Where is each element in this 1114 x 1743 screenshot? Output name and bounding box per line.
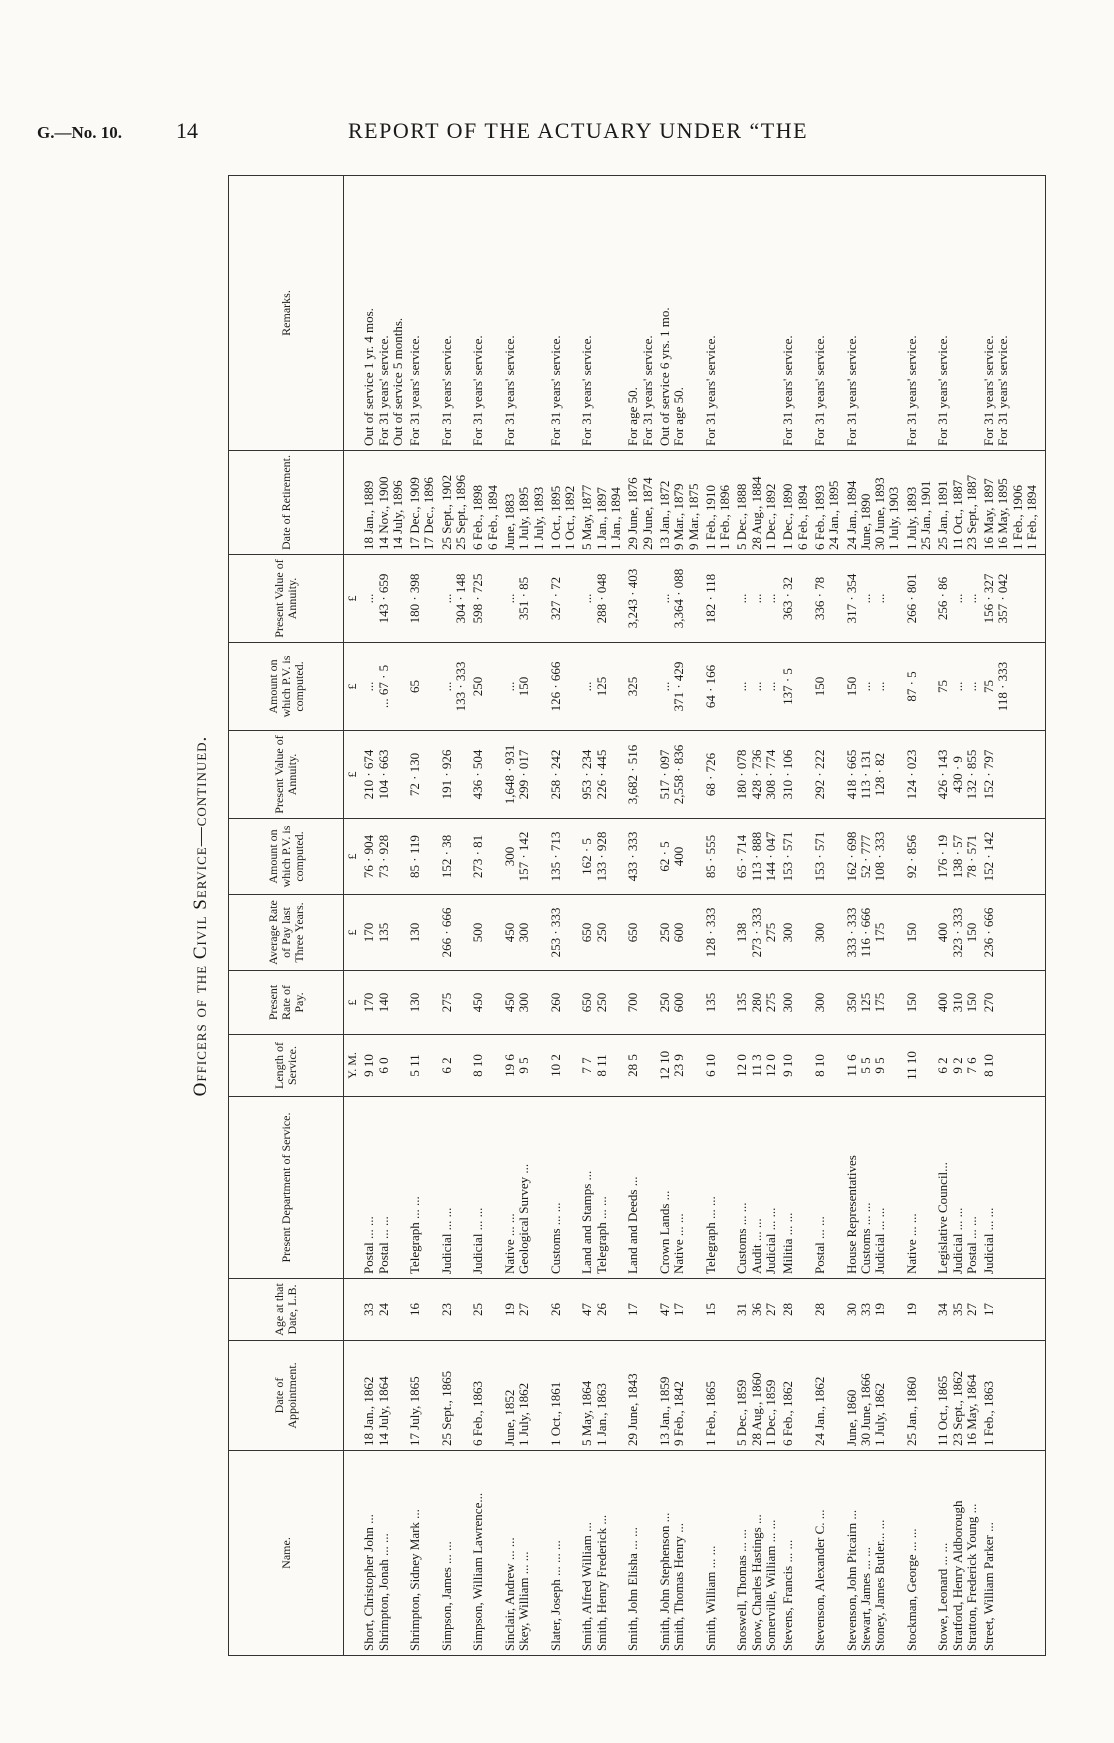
- cell-value-1: 68 · 726: [701, 731, 733, 819]
- col-header-value-2: Present Value of Annuity.: [229, 555, 344, 643]
- cell-amount-2: 75 ... ...: [933, 643, 979, 731]
- cell-rate: 270: [979, 971, 1046, 1035]
- cell-amount-1: 62 · 5 400: [655, 819, 701, 895]
- cell-department: Militia ... ...: [778, 1097, 810, 1279]
- cell-amount-2: 126 · 666: [546, 643, 578, 731]
- cell-average: 250 600: [655, 895, 701, 971]
- cell-rate: 650 250: [577, 971, 623, 1035]
- cell-amount-1: 85 · 555: [701, 819, 733, 895]
- cell-average: 400 323 · 333 150: [933, 895, 979, 971]
- cell-name: Smith, John Stephenson ... Smith, Thomas Henry ...: [655, 1451, 701, 1656]
- cell-length: 6 2: [437, 1035, 469, 1097]
- cell-amount-2: 325: [623, 643, 655, 731]
- cell-department: Judicial ... ...: [468, 1097, 500, 1279]
- cell-rate: 275: [437, 971, 469, 1035]
- cell-remarks: For 31 years' service.: [701, 176, 733, 451]
- cell-name: Stevens, Francis ... ...: [778, 1451, 810, 1656]
- col-header-length: Length of Service.: [229, 1035, 344, 1097]
- cell-age: 23: [437, 1279, 469, 1341]
- table-row: [359, 176, 405, 1656]
- table-row: [500, 176, 546, 1656]
- cell-retirement: June, 1883 1 July, 1895 1 July, 1893: [500, 451, 546, 555]
- cell-age: 17: [979, 1279, 1046, 1341]
- table-row: [468, 176, 500, 1656]
- cell-appointment: 5 Dec., 1859 28 Aug., 1860 1 Dec., 1859: [732, 1341, 778, 1451]
- cell-amount-2: ... 125: [577, 643, 623, 731]
- cell-retirement: 16 May, 1897 16 May, 1895 1 Feb., 1906 1 Feb., 1894: [979, 451, 1046, 555]
- col-header-remarks: Remarks.: [229, 176, 344, 451]
- cell-value-1: 191 · 926: [437, 731, 469, 819]
- cell-appointment: 13 Jan., 1859 9 Feb., 1842: [655, 1341, 701, 1451]
- cell-name: Stockman, George ... ...: [902, 1451, 934, 1656]
- cell-value-1: 72 · 130: [405, 731, 437, 819]
- cell-amount-1: 433 · 333: [623, 819, 655, 895]
- cell-appointment: 11 Oct., 1865 23 Sept., 1862 16 May, 1864: [933, 1341, 979, 1451]
- cell-average: 450 300: [500, 895, 546, 971]
- cell-amount-1: 65 · 714 113 · 888 144 · 047: [732, 819, 778, 895]
- rotated-table-page: [190, 176, 1040, 1656]
- cell-amount-2: 65: [405, 643, 437, 731]
- table-row: [842, 176, 902, 1656]
- cell-length: 5 11: [405, 1035, 437, 1097]
- cell-name: Smith, William ... ...: [701, 1451, 733, 1656]
- cell-age: 28: [778, 1279, 810, 1341]
- col-header-appointment: Date of Appointment.: [229, 1341, 344, 1451]
- cell-value-1: 210 · 674 104 · 663: [359, 731, 405, 819]
- cell-retirement: 25 Jan., 1891 11 Oct., 1887 23 Sept., 1887: [933, 451, 979, 555]
- cell-appointment: 25 Sept., 1865: [437, 1341, 469, 1451]
- cell-age: 25: [468, 1279, 500, 1341]
- header-row: [229, 176, 344, 1656]
- cell-value-2: ... ... ...: [732, 555, 778, 643]
- cell-appointment: 5 May, 1864 1 Jan., 1863: [577, 1341, 623, 1451]
- col-header-value-1: Present Value of Annuity.: [229, 731, 344, 819]
- cell-department: Postal ... ... Postal ... ...: [359, 1097, 405, 1279]
- cell-average: 128 · 333: [701, 895, 733, 971]
- cell-department: Customs ... ...: [546, 1097, 578, 1279]
- cell-department: Postal ... ...: [810, 1097, 842, 1279]
- cell-name: Stevenson, John Pitcairn ... Stewart, James ... ... Stoney, James Butler... ...: [842, 1451, 902, 1656]
- cell-department: Telegraph ... ...: [405, 1097, 437, 1279]
- cell-average: 138 273 · 333 275: [732, 895, 778, 971]
- cell-amount-2: 75 118 · 333: [979, 643, 1046, 731]
- cell-department: Legislative Council... Judicial ... ... Postal ... ...: [933, 1097, 979, 1279]
- cell-value-2: 598 · 725: [468, 555, 500, 643]
- cell-age: 17: [623, 1279, 655, 1341]
- cell-rate: 300: [810, 971, 842, 1035]
- col-header-average: Average Rate of Pay last Three Years.: [229, 895, 344, 971]
- cell-average: 650 250: [577, 895, 623, 971]
- cell-retirement: 1 Dec., 1890 6 Feb., 1894: [778, 451, 810, 555]
- cell-value-2: 156 · 327 357 · 042: [979, 555, 1046, 643]
- civil-service-table: [228, 175, 1046, 1656]
- cell-amount-1: 152 · 142: [979, 819, 1046, 895]
- cell-name: Stowe, Leonard ... ... Stratford, Henry Aldborough Stratton, Frederick Young ...: [933, 1451, 979, 1656]
- cell-value-1: 436 · 504: [468, 731, 500, 819]
- cell-department: Judicial ... ...: [437, 1097, 469, 1279]
- cell-department: Judicial ... ...: [979, 1097, 1046, 1279]
- cell-remarks: For 31 years' service.: [546, 176, 578, 451]
- cell-average: 130: [405, 895, 437, 971]
- cell-value-2: 180 · 398: [405, 555, 437, 643]
- unit-cell: [344, 1451, 360, 1656]
- cell-length: 7 7 8 11: [577, 1035, 623, 1097]
- cell-appointment: 6 Feb., 1862: [778, 1341, 810, 1451]
- cell-department: Native ... ... Geological Survey ...: [500, 1097, 546, 1279]
- unit-cell: £: [344, 643, 360, 731]
- cell-average: 266 · 666: [437, 895, 469, 971]
- cell-length: 8 10: [468, 1035, 500, 1097]
- cell-name: Shrimpton, Sidney Mark ...: [405, 1451, 437, 1656]
- cell-appointment: June, 1852 1 July, 1862: [500, 1341, 546, 1451]
- cell-rate: 250 600: [655, 971, 701, 1035]
- cell-remarks: For 31 years' service.: [778, 176, 810, 451]
- cell-appointment: 18 Jan., 1862 14 July, 1864: [359, 1341, 405, 1451]
- table-body: [344, 176, 1046, 1656]
- cell-appointment: 17 July, 1865: [405, 1341, 437, 1451]
- cell-value-2: 256 · 86 ... ...: [933, 555, 979, 643]
- cell-value-2: 336 · 78: [810, 555, 842, 643]
- unit-cell: £: [344, 555, 360, 643]
- cell-retirement: 1 Oct., 1895 1 Oct., 1892: [546, 451, 578, 555]
- cell-average: 253 · 333: [546, 895, 578, 971]
- cell-appointment: 29 June, 1843: [623, 1341, 655, 1451]
- cell-length: 10 2: [546, 1035, 578, 1097]
- table-row: [732, 176, 778, 1656]
- cell-remarks: For 31 years' service.: [405, 176, 437, 451]
- cell-amount-2: 150: [810, 643, 842, 731]
- page-number: 14: [176, 118, 198, 143]
- cell-length: 6 10: [701, 1035, 733, 1097]
- cell-rate: 130: [405, 971, 437, 1035]
- document-code: G.—No. 10.: [37, 123, 122, 142]
- cell-appointment: 25 Jan., 1860: [902, 1341, 934, 1451]
- cell-amount-2: 250: [468, 643, 500, 731]
- cell-amount-2: 87 · 5: [902, 643, 934, 731]
- col-header-department: Present Department of Service.: [229, 1097, 344, 1279]
- cell-retirement: 1 July, 1893 25 Jan., 1901: [902, 451, 934, 555]
- cell-remarks: For 31 years' service.: [500, 176, 546, 451]
- cell-value-2: 182 · 118: [701, 555, 733, 643]
- cell-value-2: 266 · 801: [902, 555, 934, 643]
- cell-remarks: For 31 years' service.: [842, 176, 902, 451]
- cell-amount-2: 64 · 166: [701, 643, 733, 731]
- cell-retirement: 24 Jan., 1894 June, 1890 30 June, 1893 1 July, 1903: [842, 451, 902, 555]
- cell-amount-2: ... 371 · 429: [655, 643, 701, 731]
- cell-age: 26: [546, 1279, 578, 1341]
- cell-age: 31 36 27: [732, 1279, 778, 1341]
- cell-remarks: For 31 years' service.: [933, 176, 979, 451]
- cell-remarks: Out of service 6 yrs. 1 mo. For age 50.: [655, 176, 701, 451]
- cell-length: 19 6 9 5: [500, 1035, 546, 1097]
- cell-age: 16: [405, 1279, 437, 1341]
- table-row: [810, 176, 842, 1656]
- cell-amount-1: 162 · 698 52 · 777 108 · 333: [842, 819, 902, 895]
- cell-rate: 135: [701, 971, 733, 1035]
- cell-remarks: For 31 years' service.: [810, 176, 842, 451]
- cell-value-1: 124 · 023: [902, 731, 934, 819]
- table-row: [778, 176, 810, 1656]
- cell-appointment: 1 Feb., 1865: [701, 1341, 733, 1451]
- cell-rate: 350 125 175: [842, 971, 902, 1035]
- cell-length: 8 10: [979, 1035, 1046, 1097]
- col-header-amount-2: Amount on which P.V. is computed.: [229, 643, 344, 731]
- cell-age: 28: [810, 1279, 842, 1341]
- cell-amount-2: 150 ... ...: [842, 643, 902, 731]
- cell-remarks: Out of service 1 yr. 4 mos. For 31 years' service. Out of service 5 months.: [359, 176, 405, 451]
- table-caption: Officers of the Civil Service—continued.: [190, 735, 211, 1097]
- cell-appointment: 1 Feb., 1863: [979, 1341, 1046, 1451]
- cell-age: 47 26: [577, 1279, 623, 1341]
- cell-retirement: 25 Sept., 1902 25 Sept., 1896: [437, 451, 469, 555]
- cell-average: 300: [810, 895, 842, 971]
- cell-name: Sinclair, Andrew ... ... Skey, William ... ...: [500, 1451, 546, 1656]
- col-header-retirement: Date of Retirement.: [229, 451, 344, 555]
- cell-value-1: 152 · 797: [979, 731, 1046, 819]
- table-row: [655, 176, 701, 1656]
- cell-rate: 260: [546, 971, 578, 1035]
- cell-department: Land and Deeds ...: [623, 1097, 655, 1279]
- cell-retirement: 6 Feb., 1893 24 Jan., 1895: [810, 451, 842, 555]
- unit-cell: £: [344, 731, 360, 819]
- cell-retirement: 29 June, 1876 29 June, 1874: [623, 451, 655, 555]
- cell-amount-1: 162 · 5 133 · 928: [577, 819, 623, 895]
- table-row: [405, 176, 437, 1656]
- cell-length: 28 5: [623, 1035, 655, 1097]
- cell-value-1: 292 · 222: [810, 731, 842, 819]
- cell-length: 11 10: [902, 1035, 934, 1097]
- page-title: REPORT OF THE ACTUARY UNDER “THE: [348, 118, 809, 143]
- unit-cell: £: [344, 971, 360, 1035]
- cell-value-2: 363 · 32: [778, 555, 810, 643]
- cell-name: Simpson, James ... ...: [437, 1451, 469, 1656]
- unit-cell: £: [344, 819, 360, 895]
- unit-cell: [344, 451, 360, 555]
- table-row: [623, 176, 655, 1656]
- cell-name: Snoswell, Thomas ... ... Snow, Charles Hastings ... Somerville, William ... ...: [732, 1451, 778, 1656]
- cell-average: 333 · 333 116 · 666 175: [842, 895, 902, 971]
- table-row: [437, 176, 469, 1656]
- cell-age: 19 27: [500, 1279, 546, 1341]
- cell-remarks: For 31 years' service.: [437, 176, 469, 451]
- cell-average: 500: [468, 895, 500, 971]
- cell-amount-1: 300 157 · 142: [500, 819, 546, 895]
- cell-value-1: 310 · 106: [778, 731, 810, 819]
- unit-cell: [344, 1279, 360, 1341]
- cell-average: 236 · 666: [979, 895, 1046, 971]
- cell-value-2: ... 143 · 659: [359, 555, 405, 643]
- cell-appointment: June, 1860 30 June, 1866 1 July, 1862: [842, 1341, 902, 1451]
- cell-rate: 135 280 275: [732, 971, 778, 1035]
- table-row: [701, 176, 733, 1656]
- cell-amount-2: ... 133 · 333: [437, 643, 469, 731]
- cell-value-2: ... 351 · 85: [500, 555, 546, 643]
- cell-retirement: 5 Dec., 1888 28 Aug., 1884 1 Dec., 1892: [732, 451, 778, 555]
- cell-amount-1: 273 · 81: [468, 819, 500, 895]
- cell-name: Simpson, William Lawrence...: [468, 1451, 500, 1656]
- cell-rate: 300: [778, 971, 810, 1035]
- cell-age: 33 24: [359, 1279, 405, 1341]
- cell-length: 9 10 6 0: [359, 1035, 405, 1097]
- col-header-amount-1: Amount on which P.V. is computed.: [229, 819, 344, 895]
- cell-retirement: 5 May, 1877 1 Jan., 1897 1 Jan., 1894: [577, 451, 623, 555]
- cell-retirement: 18 Jan., 1889 14 Nov., 1900 14 July, 1896: [359, 451, 405, 555]
- cell-length: 6 2 9 2 7 6: [933, 1035, 979, 1097]
- cell-retirement: 13 Jan., 1872 9 Mar., 1879 9 Mar., 1875: [655, 451, 701, 555]
- cell-name: Slater, Joseph ... ... ...: [546, 1451, 578, 1656]
- cell-department: Native ... ...: [902, 1097, 934, 1279]
- cell-amount-1: 85 · 119: [405, 819, 437, 895]
- cell-value-2: ... 3,364 · 088: [655, 555, 701, 643]
- cell-appointment: 1 Oct., 1861: [546, 1341, 578, 1451]
- cell-remarks: For 31 years' service. For 31 years' service.: [979, 176, 1046, 451]
- cell-amount-1: 92 · 856: [902, 819, 934, 895]
- cell-value-1: 258 · 242: [546, 731, 578, 819]
- cell-remarks: For 31 years' service.: [577, 176, 623, 451]
- cell-rate: 700: [623, 971, 655, 1035]
- cell-name: Short, Christopher John ... Shrimpton, Jonah ... ...: [359, 1451, 405, 1656]
- cell-retirement: 1 Feb., 1910 1 Feb., 1896: [701, 451, 733, 555]
- cell-age: 47 17: [655, 1279, 701, 1341]
- cell-name: Stevenson, Alexander C. ...: [810, 1451, 842, 1656]
- col-header-age: Age at that Date, L.B.: [229, 1279, 344, 1341]
- cell-value-1: 3,682 · 516: [623, 731, 655, 819]
- cell-length: 11 6 5 5 9 5: [842, 1035, 902, 1097]
- cell-value-2: 3,243 · 403: [623, 555, 655, 643]
- cell-value-1: 953 · 234 226 · 445: [577, 731, 623, 819]
- cell-appointment: 24 Jan., 1862: [810, 1341, 842, 1451]
- cell-age: 19: [902, 1279, 934, 1341]
- cell-average: 300: [778, 895, 810, 971]
- cell-amount-1: 76 · 904 73 · 928: [359, 819, 405, 895]
- cell-remarks: [732, 176, 778, 451]
- unit-cell: [344, 176, 360, 451]
- cell-retirement: 17 Dec., 1909 17 Dec., 1896: [405, 451, 437, 555]
- cell-department: Land and Stamps ... Telegraph ... ...: [577, 1097, 623, 1279]
- cell-amount-1: 176 · 19 138 · 57 78 · 571: [933, 819, 979, 895]
- units-row: [344, 176, 360, 1656]
- cell-department: Telegraph ... ...: [701, 1097, 733, 1279]
- cell-rate: 150: [902, 971, 934, 1035]
- cell-name: Street, William Parker ...: [979, 1451, 1046, 1656]
- cell-amount-2: ... ... 67 · 5: [359, 643, 405, 731]
- cell-age: 15: [701, 1279, 733, 1341]
- cell-remarks: For 31 years' service.: [468, 176, 500, 451]
- cell-age: 34 35 27: [933, 1279, 979, 1341]
- cell-rate: 400 310 150: [933, 971, 979, 1035]
- cell-age: 30 33 19: [842, 1279, 902, 1341]
- cell-value-1: 517 · 097 2,558 · 836: [655, 731, 701, 819]
- cell-department: Customs ... ... Audit ... ... Judicial ... ...: [732, 1097, 778, 1279]
- cell-rate: 450: [468, 971, 500, 1035]
- cell-rate: 450 300: [500, 971, 546, 1035]
- cell-name: Smith, John Elisha ... ...: [623, 1451, 655, 1656]
- cell-length: 8 10: [810, 1035, 842, 1097]
- table-row: [979, 176, 1046, 1656]
- unit-cell: [344, 1097, 360, 1279]
- cell-amount-1: 153 · 571: [778, 819, 810, 895]
- cell-average: 170 135: [359, 895, 405, 971]
- cell-amount-1: 153 · 571: [810, 819, 842, 895]
- unit-cell: [344, 1341, 360, 1451]
- cell-name: Smith, Alfred William ... Smith, Henry Frederick ...: [577, 1451, 623, 1656]
- cell-value-2: 317 · 354 ... ...: [842, 555, 902, 643]
- cell-amount-1: 135 · 713: [546, 819, 578, 895]
- cell-value-1: 1,648 · 931 299 · 017: [500, 731, 546, 819]
- cell-amount-2: ... ... ...: [732, 643, 778, 731]
- cell-value-1: 418 · 665 113 · 131 128 · 82: [842, 731, 902, 819]
- cell-amount-2: 137 · 5: [778, 643, 810, 731]
- table-row: [577, 176, 623, 1656]
- cell-average: 650: [623, 895, 655, 971]
- cell-remarks: For age 50. For 31 years' service.: [623, 176, 655, 451]
- unit-cell: £: [344, 895, 360, 971]
- cell-value-2: ... 288 · 048: [577, 555, 623, 643]
- cell-remarks: For 31 years' service.: [902, 176, 934, 451]
- col-header-rate: Present Rate of Pay.: [229, 971, 344, 1035]
- cell-length: 12 0 11 3 12 0: [732, 1035, 778, 1097]
- table-row: [933, 176, 979, 1656]
- table-row: [546, 176, 578, 1656]
- table-row: [902, 176, 934, 1656]
- cell-value-1: 180 · 078 428 · 736 308 · 774: [732, 731, 778, 819]
- cell-value-2: 327 · 72: [546, 555, 578, 643]
- cell-length: 12 10 23 9: [655, 1035, 701, 1097]
- cell-length: 9 10: [778, 1035, 810, 1097]
- cell-amount-2: ... 150: [500, 643, 546, 731]
- cell-value-1: 426 · 143 430 · 9 132 · 855: [933, 731, 979, 819]
- cell-department: Crown Lands ... Native ... ...: [655, 1097, 701, 1279]
- cell-department: House Representatives Customs ... ... Judicial ... ...: [842, 1097, 902, 1279]
- col-header-name: Name.: [229, 1451, 344, 1656]
- unit-cell: Y. M.: [344, 1035, 360, 1097]
- cell-value-2: ... 304 · 148: [437, 555, 469, 643]
- cell-average: 150: [902, 895, 934, 971]
- cell-appointment: 6 Feb., 1863: [468, 1341, 500, 1451]
- cell-amount-1: 152 · 38: [437, 819, 469, 895]
- cell-retirement: 6 Feb., 1898 6 Feb., 1894: [468, 451, 500, 555]
- cell-rate: 170 140: [359, 971, 405, 1035]
